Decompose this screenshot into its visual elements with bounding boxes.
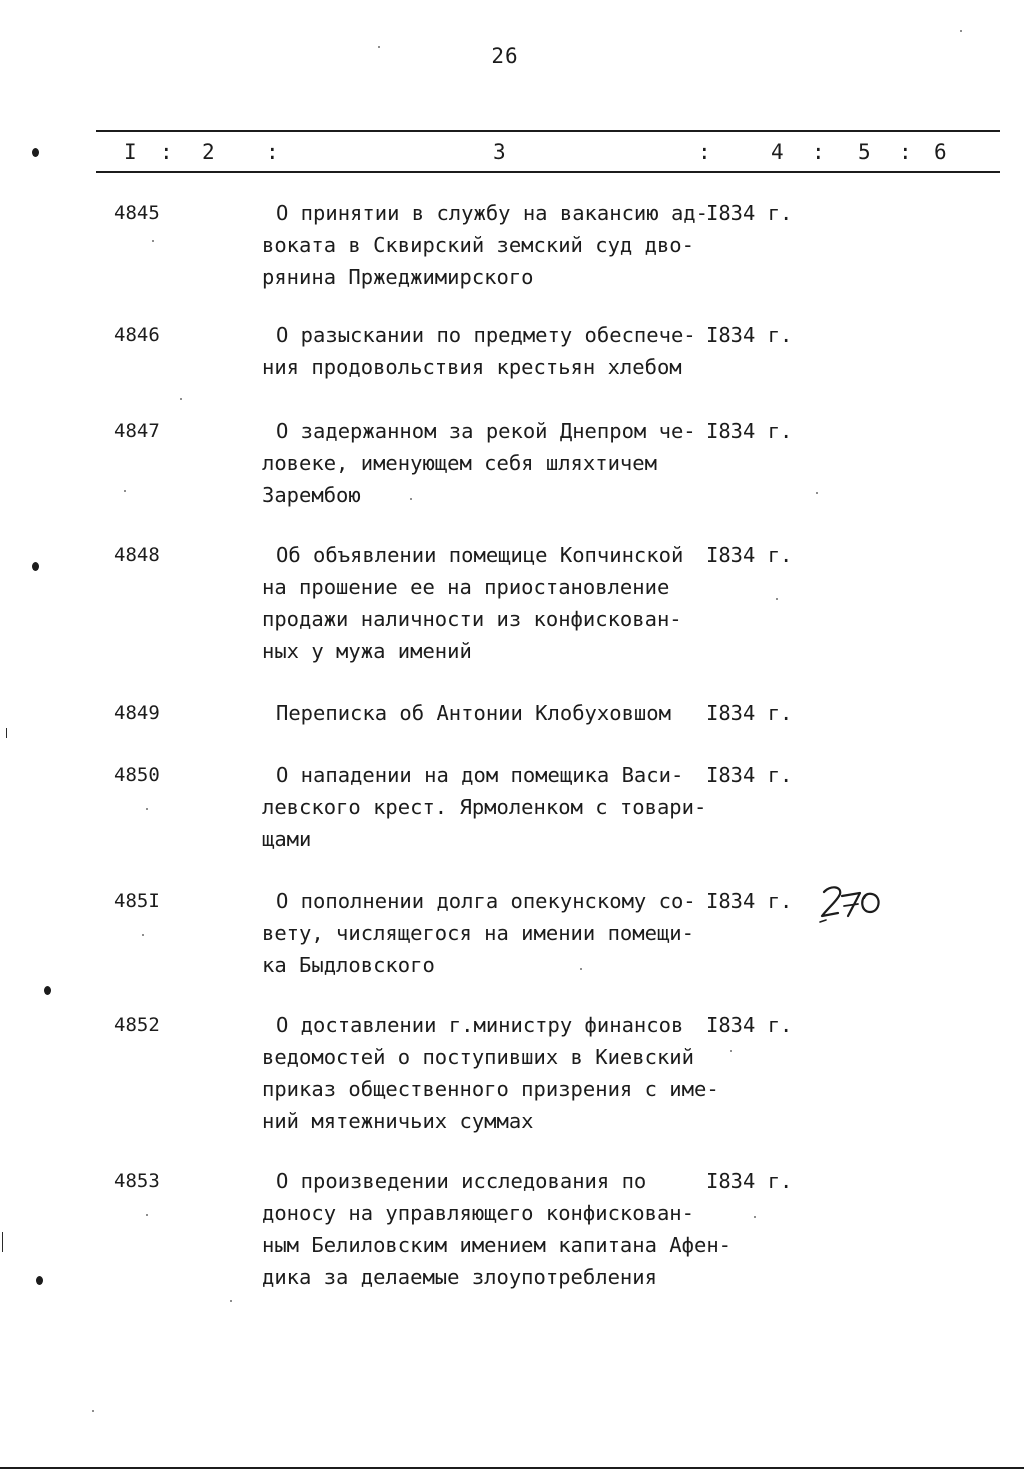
entry-date: I834 г. — [706, 1169, 793, 1193]
entry-line — [262, 1076, 822, 1108]
header-separator-3: : — [698, 140, 711, 164]
entry-date: I834 г. — [706, 543, 793, 567]
entry-line — [262, 200, 822, 232]
scan-speck — [730, 1050, 732, 1052]
header-col-6: 6 — [934, 140, 947, 164]
entry-title — [262, 762, 822, 858]
header-col-5: 5 — [858, 140, 871, 164]
entry-line-text: Зарембою — [262, 483, 361, 507]
scan-speck — [230, 1300, 232, 1302]
entry-line — [262, 264, 822, 296]
entry-line — [262, 1264, 822, 1296]
entry-number: 4850 — [114, 764, 160, 786]
entry-line — [262, 762, 822, 794]
entry-line — [262, 638, 822, 670]
entry-date: I834 г. — [706, 701, 793, 725]
entry-title — [262, 322, 822, 386]
entry-line-text: ний мятежничьих суммах — [262, 1109, 534, 1133]
header-col-3: 3 — [493, 140, 506, 164]
entry-line-text: ния продовольствия крестьян хлебом — [262, 355, 682, 379]
scan-edge-line — [2, 1232, 3, 1252]
entry-line-text: О доставлении г.министру финансов — [276, 1013, 684, 1037]
entry-number: 4853 — [114, 1170, 160, 1192]
entry-number: 4852 — [114, 1014, 160, 1036]
entry-number: 4846 — [114, 324, 160, 346]
header-col-1: I — [124, 140, 137, 164]
header-separator-5: : — [899, 140, 912, 164]
entry-line-text: воката в Сквирский земский суд дво- — [262, 233, 694, 257]
handwritten-folio-mark — [816, 882, 888, 928]
entry-line-text: О разыскании по предмету обеспече- — [276, 323, 696, 347]
scan-speck — [124, 490, 126, 492]
binder-mark — [36, 1276, 43, 1285]
entry-date: I834 г. — [706, 763, 793, 787]
entry-line-text: О задержанном за рекой Днепром че- — [276, 419, 696, 443]
scan-speck — [754, 1216, 756, 1218]
entry-date: I834 г. — [706, 201, 793, 225]
scan-speck — [410, 498, 412, 500]
entry-number: 4849 — [114, 702, 160, 724]
entry-line — [262, 574, 822, 606]
entry-line — [262, 354, 822, 386]
header-col-2: 2 — [202, 140, 215, 164]
entry-title — [262, 200, 822, 296]
entry-line-text: доносу на управляющего конфискован- — [262, 1201, 694, 1225]
entry-line-text: приказ общественного призрения с име- — [262, 1077, 719, 1101]
entry-line-text: вету, числящегося на имении помещи- — [262, 921, 694, 945]
entry-line — [262, 542, 822, 574]
entry-title — [262, 418, 822, 514]
scan-speck — [180, 398, 182, 400]
entry-line — [262, 482, 822, 514]
entry-line — [262, 920, 822, 952]
entry-title — [262, 700, 822, 732]
scan-speck — [146, 1214, 148, 1216]
entry-title — [262, 1012, 822, 1140]
entry-line — [262, 1232, 822, 1264]
scan-speck — [146, 808, 148, 810]
entry-line — [262, 606, 822, 638]
entry-line-text: щами — [262, 827, 312, 851]
entry-line — [262, 794, 822, 826]
entry-date: I834 г. — [706, 323, 793, 347]
entry-title — [262, 1168, 822, 1296]
binder-mark — [32, 562, 39, 571]
entry-number: 485I — [114, 890, 160, 912]
entry-line-text: ловеке, именующем себя шляхтичем — [262, 451, 657, 475]
entry-line-text: дика за делаемые злоупотребления — [262, 1265, 657, 1289]
entry-line-text: на прошение ее на приостановление — [262, 575, 670, 599]
entry-line — [262, 1200, 822, 1232]
entry-title — [262, 888, 822, 984]
entry-line — [262, 888, 822, 920]
table-header-rule — [96, 171, 1000, 173]
header-separator-2: : — [266, 140, 279, 164]
scan-speck — [816, 492, 818, 494]
entry-number: 4848 — [114, 544, 160, 566]
entry-line-text: ным Белиловским имением капитана Афен- — [262, 1233, 731, 1257]
entry-number: 4845 — [114, 202, 160, 224]
page-bottom-rule — [0, 1467, 1024, 1469]
scan-speck — [580, 968, 582, 970]
scan-speck — [378, 46, 380, 48]
entry-line-text: О произведении исследования по — [276, 1169, 647, 1193]
entry-line-text: ных у мужа имений — [262, 639, 472, 663]
entry-date: I834 г. — [706, 1013, 793, 1037]
scan-speck — [152, 240, 154, 242]
entry-line — [262, 700, 822, 732]
entry-title — [262, 542, 822, 670]
scan-speck — [960, 30, 962, 32]
header-col-4: 4 — [771, 140, 784, 164]
entry-line-text: О пополнении долга опекунскому со- — [276, 889, 696, 913]
entry-date: I834 г. — [706, 419, 793, 443]
entry-line-text: О принятии в службу на вакансию ад- — [276, 201, 708, 225]
table-top-rule — [96, 130, 1000, 132]
entry-line-text: ведомостей о поступивших в Киевский — [262, 1045, 694, 1069]
entry-line — [262, 232, 822, 264]
header-separator-1: : — [160, 140, 173, 164]
scan-speck — [142, 934, 144, 936]
binder-mark — [32, 148, 39, 157]
entry-line-text: О нападении на дом помещика Васи- — [276, 763, 684, 787]
scan-speck — [776, 598, 778, 600]
entry-line — [262, 450, 822, 482]
entry-line — [262, 1108, 822, 1140]
entry-line-text: левского крест. Ярмоленком с товари- — [262, 795, 707, 819]
entry-line — [262, 1044, 822, 1076]
entry-line-text: продажи наличности из конфискован- — [262, 607, 682, 631]
entry-line — [262, 1168, 822, 1200]
page-number: 26 — [491, 44, 519, 68]
entry-number: 4847 — [114, 420, 160, 442]
entry-line — [262, 418, 822, 450]
entry-line — [262, 1012, 822, 1044]
entry-line — [262, 826, 822, 858]
entry-date: I834 г. — [706, 889, 793, 913]
entry-line-text: ка Быдловского — [262, 953, 435, 977]
entry-line-text: рянина Пржеджимирского — [262, 265, 534, 289]
header-separator-4: : — [812, 140, 825, 164]
entry-line — [262, 322, 822, 354]
scan-edge-line — [6, 728, 7, 738]
entry-line — [262, 952, 822, 984]
entry-line-text: Об объявлении помещице Копчинской — [276, 543, 684, 567]
entry-line-text: Переписка об Антонии Клобуховшом — [276, 701, 671, 725]
binder-mark — [44, 986, 51, 995]
scan-speck — [92, 1410, 94, 1412]
